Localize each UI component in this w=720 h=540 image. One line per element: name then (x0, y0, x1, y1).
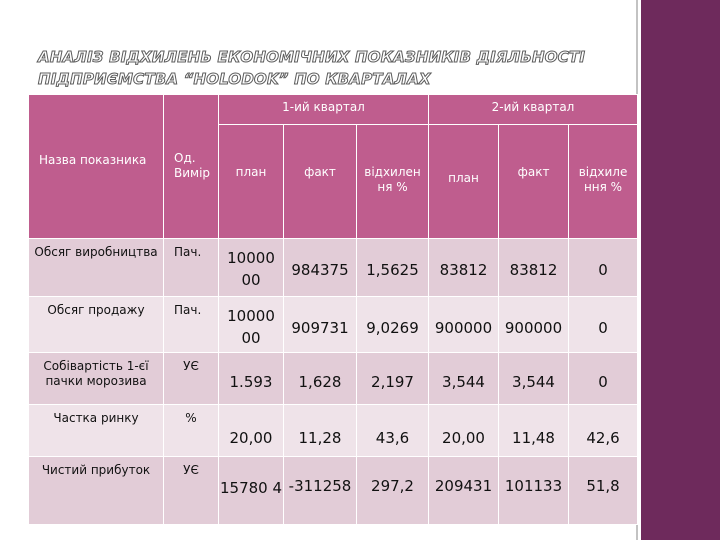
table-row (29, 405, 638, 457)
cell-q1-plan: 1.593 (219, 353, 284, 405)
title-line-1: АНАЛІЗ ВІДХИЛЕНЬ ЕКОНОМІЧНИХ ПОКАЗНИКІВ ДІЯЛЬНОСТІ (38, 48, 586, 66)
header-indicator-name: Назва показника (29, 95, 164, 239)
row-label: Частка ринку (29, 405, 164, 457)
row-unit: УЄ (164, 457, 219, 525)
table-row (29, 297, 638, 353)
row-label: Собівартість 1-єї пачки морозива (29, 353, 164, 405)
header-quarter-1: 1-ий квартал (219, 95, 429, 125)
table-row (29, 353, 638, 405)
cell-q2-plan: 3,544 (429, 353, 499, 405)
header-q2-plan: план (429, 125, 499, 239)
cell-q2-plan: 209431 (429, 457, 499, 525)
header-q1-deviation: відхилен ня % (357, 125, 429, 239)
cell-q2-plan: 83812 (429, 239, 499, 297)
cell-q2-plan: 20,00 (429, 405, 499, 457)
cell-q1-plan: 10000 00 (219, 239, 284, 297)
cell-q1-fact: -311258 (284, 457, 357, 525)
cell-q1-deviation: 297,2 (357, 457, 429, 525)
cell-q1-fact: 1,628 (284, 353, 357, 405)
cell-q1-deviation: 2,197 (357, 353, 429, 405)
header-q2-fact: факт (499, 125, 569, 239)
cell-q2-deviation: 0 (569, 353, 638, 405)
cell-q2-deviation: 51,8 (569, 457, 638, 525)
row-unit: % (164, 405, 219, 457)
row-unit: Пач. (164, 297, 219, 353)
cell-q2-deviation: 0 (569, 297, 638, 353)
cell-q1-deviation: 9,0269 (357, 297, 429, 353)
cell-q2-fact: 11,48 (499, 405, 569, 457)
row-unit: Пач. (164, 239, 219, 297)
deviation-table (28, 94, 638, 525)
row-unit: УЄ (164, 353, 219, 405)
header-q1-fact: факт (284, 125, 357, 239)
cell-q2-plan: 900000 (429, 297, 499, 353)
header-unit: Од. Вимір (164, 95, 219, 239)
header-q1-plan: план (219, 125, 284, 239)
cell-q1-fact: 909731 (284, 297, 357, 353)
cell-q1-deviation: 1,5625 (357, 239, 429, 297)
cell-q2-fact: 83812 (499, 239, 569, 297)
page-title (38, 46, 628, 90)
cell-q1-deviation: 43,6 (357, 405, 429, 457)
cell-q2-fact: 900000 (499, 297, 569, 353)
table-row (29, 239, 638, 297)
cell-q1-plan: 15780 4 (219, 457, 284, 525)
cell-q2-deviation: 0 (569, 239, 638, 297)
cell-q1-plan: 10000 00 (219, 297, 284, 353)
row-label: Обсяг виробництва (29, 239, 164, 297)
table-row (29, 457, 638, 525)
header-row-quarters (29, 95, 638, 125)
cell-q1-fact: 11,28 (284, 405, 357, 457)
row-label: Чистий прибуток (29, 457, 164, 525)
cell-q1-fact: 984375 (284, 239, 357, 297)
decorative-side-bar (641, 0, 720, 540)
header-quarter-2: 2-ий квартал (429, 95, 638, 125)
cell-q1-plan: 20,00 (219, 405, 284, 457)
row-label: Обсяг продажу (29, 297, 164, 353)
cell-q2-deviation: 42,6 (569, 405, 638, 457)
cell-q2-fact: 3,544 (499, 353, 569, 405)
header-q2-deviation: відхиле ння % (569, 125, 638, 239)
cell-q2-fact: 101133 (499, 457, 569, 525)
title-line-2: ПІДПРИЄМСТВА “HOLODOK” ПО КВАРТАЛАХ (38, 70, 431, 88)
